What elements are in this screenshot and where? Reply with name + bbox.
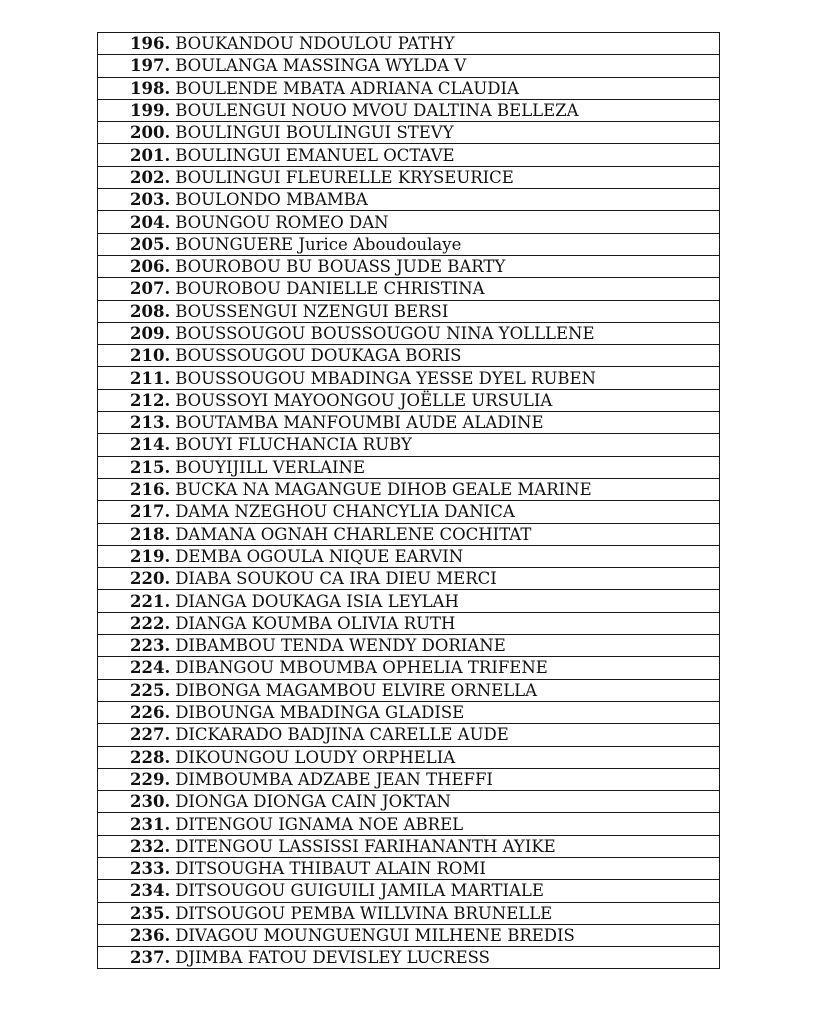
table-row xyxy=(98,679,720,701)
entry-number: 235. xyxy=(130,903,171,923)
entry-number: 196. xyxy=(130,34,171,54)
entry-name: BOUKANDOU NDOULOU PATHY xyxy=(175,34,455,54)
entry-cell xyxy=(98,278,720,300)
entry-number: 226. xyxy=(130,703,171,723)
entry-name: DIVAGOU MOUNGUENGUI MILHENE BREDIS xyxy=(175,926,575,946)
table-row xyxy=(98,412,720,434)
entry-cell xyxy=(98,122,720,144)
entry-name: DITENGOU LASSISSI FARIHANANTH AYIKE xyxy=(175,836,556,856)
entry-name: DAMA NZEGHOU CHANCYLIA DANICA xyxy=(175,502,515,522)
table-row xyxy=(98,33,720,55)
entry-name: BOUNGUERE Jurice Aboudoulaye xyxy=(175,234,462,254)
table-row xyxy=(98,657,720,679)
entry-name: DIKOUNGOU LOUDY ORPHELIA xyxy=(175,747,456,767)
entry-name: BOUROBOU BU BOUASS JUDE BARTY xyxy=(175,257,506,277)
entry-name: DITSOUGHA THIBAUT ALAIN ROMI xyxy=(175,859,486,879)
entry-cell xyxy=(98,189,720,211)
table-row xyxy=(98,612,720,634)
entry-cell xyxy=(98,478,720,500)
table-row xyxy=(98,880,720,902)
entry-cell xyxy=(98,33,720,55)
entry-cell xyxy=(98,724,720,746)
table-row xyxy=(98,233,720,255)
entry-name: BOULINGUI BOULINGUI STEVY xyxy=(175,123,454,143)
name-list-table xyxy=(97,32,720,969)
table-row xyxy=(98,724,720,746)
entry-cell xyxy=(98,300,720,322)
table-row xyxy=(98,568,720,590)
table-row xyxy=(98,211,720,233)
entry-cell xyxy=(98,635,720,657)
table-row xyxy=(98,746,720,768)
entry-number: 234. xyxy=(130,881,171,901)
entry-cell xyxy=(98,768,720,790)
entry-number: 224. xyxy=(130,658,171,678)
entry-name: BOULANGA MASSINGA WYLDA V xyxy=(175,56,467,76)
entry-number: 230. xyxy=(130,792,171,812)
entry-number: 215. xyxy=(130,457,171,477)
entry-cell xyxy=(98,657,720,679)
table-row xyxy=(98,322,720,344)
entry-name: BUCKA NA MAGANGUE DIHOB GEALE MARINE xyxy=(175,480,592,500)
entry-number: 214. xyxy=(130,435,171,455)
entry-number: 209. xyxy=(130,324,171,343)
entry-cell xyxy=(98,434,720,456)
entry-number: 222. xyxy=(130,613,171,633)
entry-number: 219. xyxy=(130,546,171,566)
entry-cell xyxy=(98,835,720,857)
entry-cell xyxy=(98,612,720,634)
entry-cell xyxy=(98,545,720,567)
table-row xyxy=(98,813,720,835)
entry-cell xyxy=(98,345,720,367)
entry-name: DIMBOUMBA ADZABE JEAN THEFFI xyxy=(175,769,493,789)
entry-cell xyxy=(98,389,720,411)
entry-name: DITSOUGOU GUIGUILI JAMILA MARTIALE xyxy=(175,881,544,901)
table-row xyxy=(98,523,720,545)
table-row xyxy=(98,77,720,99)
entry-name: BOULENDE MBATA ADRIANA CLAUDIA xyxy=(175,78,519,98)
entry-name: BOUSSENGUI NZENGUI BERSI xyxy=(175,301,449,321)
entry-number: 204. xyxy=(130,212,171,232)
table-row xyxy=(98,389,720,411)
entry-cell xyxy=(98,412,720,434)
entry-name: BOUYIJILL VERLAINE xyxy=(175,457,366,477)
entry-number: 213. xyxy=(130,413,171,433)
table-row xyxy=(98,768,720,790)
entry-number: 211. xyxy=(130,368,171,388)
entry-number: 221. xyxy=(130,591,171,611)
entry-number: 198. xyxy=(130,78,171,98)
table-row xyxy=(98,367,720,389)
table-row xyxy=(98,434,720,456)
entry-cell xyxy=(98,701,720,723)
entry-cell xyxy=(98,456,720,478)
table-row xyxy=(98,122,720,144)
table-row xyxy=(98,545,720,567)
entry-cell xyxy=(98,813,720,835)
entry-number: 197. xyxy=(130,56,171,76)
table-row xyxy=(98,144,720,166)
table-row xyxy=(98,857,720,879)
table-row xyxy=(98,189,720,211)
entry-number: 229. xyxy=(130,769,171,789)
entry-cell xyxy=(98,857,720,879)
entry-cell xyxy=(98,233,720,255)
entry-cell xyxy=(98,924,720,946)
entry-name: DITENGOU IGNAMA NOE ABREL xyxy=(175,814,464,834)
table-row xyxy=(98,501,720,523)
entry-number: 206. xyxy=(130,257,171,277)
table-row xyxy=(98,55,720,77)
table-row xyxy=(98,902,720,924)
entry-cell xyxy=(98,880,720,902)
entry-name: DIBAMBOU TENDA WENDY DORIANE xyxy=(175,636,506,656)
entry-number: 212. xyxy=(130,390,171,410)
entry-number: 207. xyxy=(130,279,171,299)
entry-name: BOULONDO MBAMBA xyxy=(175,190,368,210)
table-row xyxy=(98,278,720,300)
entry-cell xyxy=(98,523,720,545)
entry-number: 208. xyxy=(130,301,171,321)
table-row xyxy=(98,300,720,322)
entry-number: 202. xyxy=(130,167,171,187)
entry-number: 231. xyxy=(130,814,171,834)
entry-name: DIANGA DOUKAGA ISIA LEYLAH xyxy=(175,591,459,611)
entry-name: BOUYI FLUCHANCIA RUBY xyxy=(175,435,412,455)
entry-name: BOULINGUI EMANUEL OCTAVE xyxy=(175,145,455,165)
table-row xyxy=(98,635,720,657)
entry-cell xyxy=(98,902,720,924)
entry-number: 228. xyxy=(130,747,171,767)
name-list-body xyxy=(98,33,720,969)
entry-name: DAMANA OGNAH CHARLENE COCHITAT xyxy=(175,524,532,544)
entry-number: 216. xyxy=(130,480,171,500)
entry-name: DEMBA OGOULA NIQUE EARVIN xyxy=(175,546,464,566)
table-row xyxy=(98,255,720,277)
table-row xyxy=(98,701,720,723)
entry-name: DIABA SOUKOU CA IRA DIEU MERCI xyxy=(175,569,497,589)
table-row xyxy=(98,456,720,478)
entry-number: 205. xyxy=(130,234,171,254)
entry-number: 201. xyxy=(130,145,171,165)
entry-cell xyxy=(98,99,720,121)
entry-number: 210. xyxy=(130,346,171,366)
table-row xyxy=(98,924,720,946)
entry-name: BOULENGUI NOUO MVOU DALTINA BELLEZA xyxy=(175,101,579,121)
entry-cell xyxy=(98,211,720,233)
entry-cell xyxy=(98,322,720,344)
entry-name: DIONGA DIONGA CAIN JOKTAN xyxy=(175,792,451,812)
entry-cell xyxy=(98,367,720,389)
entry-name: DIBONGA MAGAMBOU ELVIRE ORNELLA xyxy=(175,680,538,700)
entry-name: DIBOUNGA MBADINGA GLADISE xyxy=(175,703,465,723)
table-row xyxy=(98,99,720,121)
entry-number: 237. xyxy=(130,948,171,968)
entry-cell xyxy=(98,568,720,590)
table-row xyxy=(98,590,720,612)
entry-number: 200. xyxy=(130,123,171,143)
entry-number: 199. xyxy=(130,101,171,121)
entry-cell xyxy=(98,947,720,969)
entry-name: DITSOUGOU PEMBA WILLVINA BRUNELLE xyxy=(175,903,553,923)
entry-cell xyxy=(98,791,720,813)
entry-name: BOUTAMBA MANFOUMBI AUDE ALADINE xyxy=(175,413,544,433)
entry-name: BOULINGUI FLEURELLE KRYSEURICE xyxy=(175,167,514,187)
entry-name: DICKARADO BADJINA CARELLE AUDE xyxy=(175,725,509,745)
entry-cell xyxy=(98,144,720,166)
table-row xyxy=(98,835,720,857)
entry-cell xyxy=(98,77,720,99)
table-row xyxy=(98,791,720,813)
entry-cell xyxy=(98,679,720,701)
entry-name: DJIMBA FATOU DEVISLEY LUCRESS xyxy=(175,948,490,968)
entry-number: 218. xyxy=(130,524,171,544)
table-row xyxy=(98,478,720,500)
entry-name: BOUSSOUGOU DOUKAGA BORIS xyxy=(175,346,462,366)
entry-name: BOUROBOU DANIELLE CHRISTINA xyxy=(175,279,485,299)
entry-name: BOUSSOUGOU BOUSSOUGOU NINA YOLLLENE xyxy=(175,324,595,343)
entry-cell xyxy=(98,590,720,612)
entry-cell xyxy=(98,166,720,188)
entry-number: 217. xyxy=(130,502,171,522)
entry-name: BOUSSOYI MAYOONGOU JOËLLE URSULIA xyxy=(175,390,553,410)
entry-number: 225. xyxy=(130,680,171,700)
table-row xyxy=(98,166,720,188)
entry-name: BOUSSOUGOU MBADINGA YESSE DYEL RUBEN xyxy=(175,368,596,388)
entry-cell xyxy=(98,746,720,768)
entry-number: 227. xyxy=(130,725,171,745)
entry-number: 232. xyxy=(130,836,171,856)
entry-name: BOUNGOU ROMEO DAN xyxy=(175,212,389,232)
entry-number: 233. xyxy=(130,859,171,879)
entry-name: DIBANGOU MBOUMBA OPHELIA TRIFENE xyxy=(175,658,548,678)
table-row xyxy=(98,345,720,367)
entry-cell xyxy=(98,255,720,277)
entry-number: 220. xyxy=(130,569,171,589)
entry-number: 236. xyxy=(130,926,171,946)
entry-number: 203. xyxy=(130,190,171,210)
entry-cell xyxy=(98,501,720,523)
entry-name: DIANGA KOUMBA OLIVIA RUTH xyxy=(175,613,456,633)
table-row xyxy=(98,947,720,969)
entry-number: 223. xyxy=(130,636,171,656)
entry-cell xyxy=(98,55,720,77)
